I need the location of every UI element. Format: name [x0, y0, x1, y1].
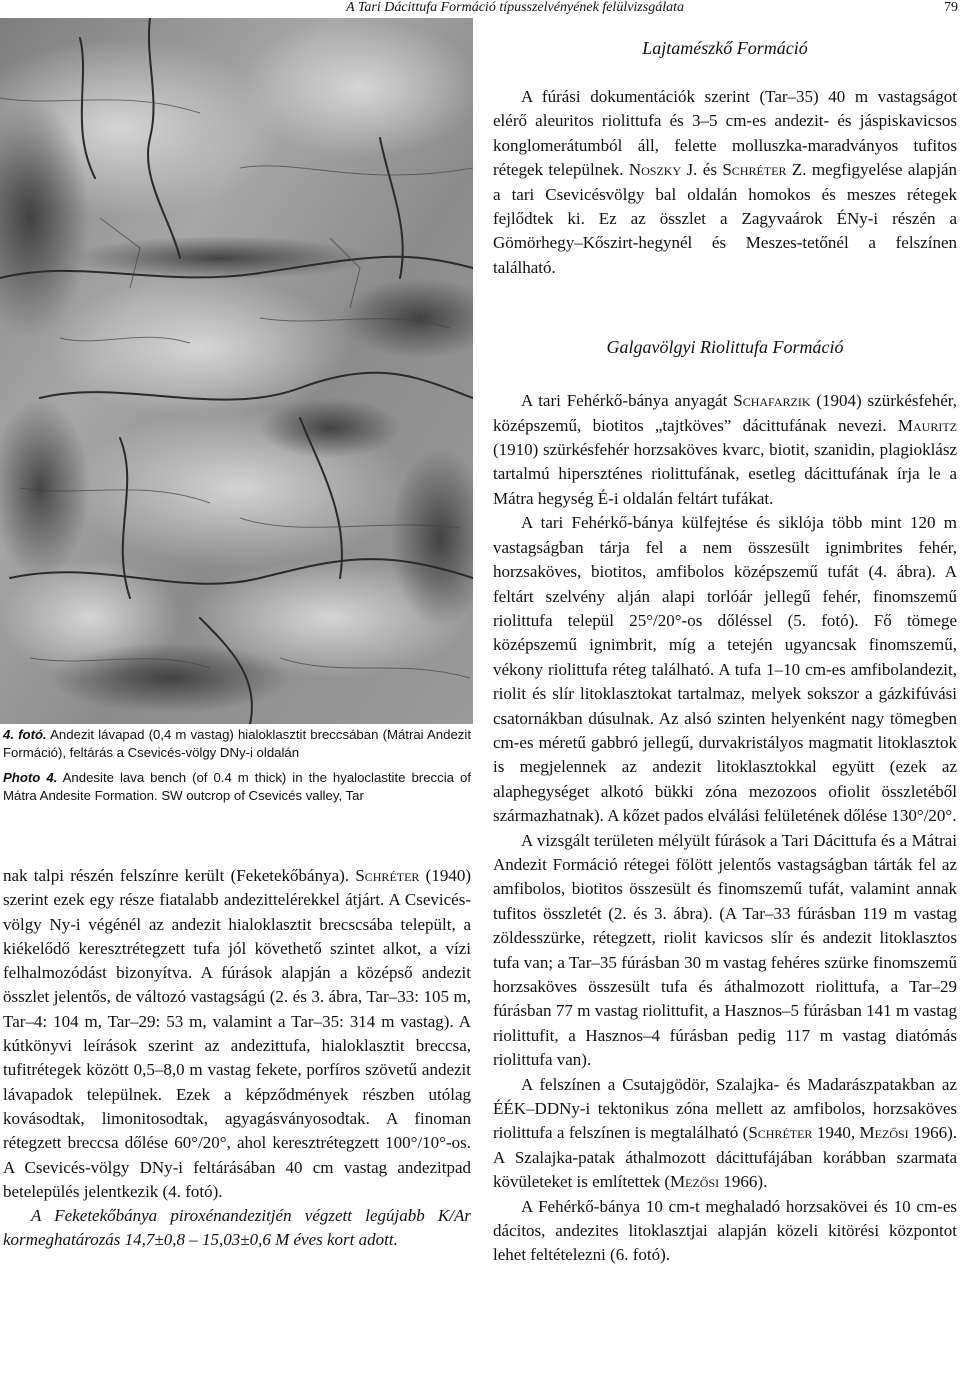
outcrop-photo	[0, 18, 473, 724]
right-paragraph-3: A vizsgált területen mélyült fúrások a Tari Dácittufa és a Mátrai Andezit Formáció rétegei fölött jelentős vastagságban tárták fel az amfibolos, biotitos összesült és finomszemű tufát, valamint annak tufitos összletét (2. és 3. ábra). (A Tar–33 fúrásban 119 m vastag zöldesszürke, rétegzett, riolit kavicsos slír és andezit litoklasztos tufa van; a Tar–35 fúrásban 30 m vastag fehéres szürke finomszemű horzsaköves összesült tufa és áthalmozott riolittufa, a Tar–29 fúrásban 77 m vastag riolittufit, a Hasznos–5 fúrásban 141 m vastag riolittufit, a Hasznos–4 fúrásban pedig 117 m vastag diatómás riolittufa van).	[493, 830, 957, 1070]
right-p1-text-c: (1910) szürkésfehér horzsaköves kvarc, biotit, szanidin, plagioklász tartalmú hiperszténes riolittufának, esetleg dácittufának írja le a Mátra hegység É-i oldalán feltárt tufákat.	[493, 440, 957, 508]
right-paragraph-5: A Fehérkő-bánya 10 cm-t meghaladó horzsakövei és 10 cm-es dácitos, andezites litoklasztjai alapján közeli kitörési központot lehet feltételezni (6. fotó).	[493, 1196, 957, 1265]
author-mauritz: Mauritz	[897, 415, 957, 435]
left-p1-text-b: (1940) szerint ezek egy része fiatalabb andezittelérekkel átjárt. A Csevicés-völgy Ny-i végénél az andezit hialoklasztit brecscsába települt, a kiékelődő keresztrétegzett tufa jól követhető szintet alkot, a vízi felhalmozódást bizonyítva. A fúrások alapján a középső andezit összlet jelentős, de változó vastagságú (2. és 3. ábra, Tar–33: 105 m, Tar–4: 104 m, Tar–29: 53 m, valamint a Tar–35: 314 m vastag). A kútkönyvi leírások szerint az andezittufa, hialoklasztit breccsa, tufitrétegek között 0,5–8,0 m vastag fekete, porfíros szövetű andezit lávapadok települnek. Ezek a képződmények részben utólag kovásodtak, limonitosodtak, agyagásványosodtak. A finoman rétegzett breccsa dőlése 60°/20°, ahol keresztrétegzett 100°/10°-os. A Csevicés-völgy DNy-i feltárásában 40 cm vastag andezitpad betelepülés jelentkezik (4. fotó).	[3, 866, 472, 1201]
right-p4-text-a: A felszínen a Csutajgödör, Szalajka- és Madarászpatakban az ÉÉK–DDNy-i tektonikus zóna mellett az amfibolos, horzsaköves riolittufa a felszínen is megtalálható (	[493, 1074, 957, 1143]
right-paragraph-2: A tari Fehérkő-bánya külfejtése és siklója több mint 120 m vastagságban tárja fel a nem összesült ignimbrites fehér, horzsaköves, biotitos, amfibolos középszemű tufát (4. ábra). A feltárt szelvény alján alapi torlóár jellegű fehér, finomszemű riolittufa települ 25°/20°-os dőléssel (5. fotó). Fő tömege középszemű ignimbrit, míg a tetején ugyancsak finomszemű, vékony riolittufa réteg található. A tufa 1–10 cm-es amfibolandezit, riolit és slír litoklasztokat tartalmaz, melyek sokszor a gázkifúvási csatornákban dúsulnak. Az alsó szinten helyenként nagy tömegben cm-es méretű gabbró jellegű, durvakristályos magmatit litoklasztok is megjelennek az andezit litoklasztokkal együtt (ezek az alaphegységet alkotó bükki zóna mezozoos ofiolit összletéből származhatnak). A kőzet pados elválási felületének dőlése 130°/20°.	[493, 513, 957, 826]
photo-caption	[3, 726, 471, 804]
author-schreter: Schréter	[355, 866, 420, 885]
right-s1-text-c: Z. megfigyelése alapján a tari Csevicésvölgy bal oldalán homokos és meszes rétegek fejlődtek ki. Ez az összlet a Zagyvaárok ÉNy-i részén a Gömörhegy–Kőszirt-hegynél és Meszes-tetőnél a felszínen található.	[493, 160, 957, 277]
right-p1-text-b: (1904) szürkésfehér, középszemű, biotitos „tajtköves” dácittufának nevezi.	[493, 391, 958, 435]
left-paragraph-1	[3, 864, 471, 1204]
right-p4-text-d: 1966).	[719, 1172, 768, 1192]
right-column	[493, 36, 957, 1268]
right-p4-text-b: 1940,	[812, 1123, 860, 1143]
author-schreter: Schréter	[748, 1123, 813, 1143]
right-s1-text-a: A fúrási dokumentációk szerint (Tar–35) 40 m vastagságot elérő aleuritos riolittufa és 3–5 cm-es andezit- és jáspiskavicsos konglomerátumból áll, felette molluszka-maradványos tufitos rétegek települnek.	[493, 87, 957, 180]
left-paragraph-2: A Feketekőbánya piroxénandezitjén végzett legújabb K/Ar kormeghatározás 14,7±0,8 – 15,03±0,6 M éves kort adott.	[3, 1206, 471, 1250]
outcrop-photo-image	[0, 18, 473, 724]
right-paragraph-1	[493, 389, 957, 511]
running-title: A Tari Dácittufa Formáció típusszelvényének felülvizsgálata	[346, 0, 684, 15]
caption-en-text: Andesite lava bench (of 0.4 m thick) in the hyaloclastite breccia of Mátra Andesite Formation. SW outcrop of Csevicés valley, Tar	[3, 770, 471, 803]
right-paragraph-lajtameszko	[493, 85, 957, 280]
caption-en-label: Photo 4.	[3, 770, 58, 786]
caption-english	[3, 769, 471, 804]
right-p1-text-a: A tari Fehérkő-bánya anyagát	[521, 391, 734, 411]
right-s1-text-b: J. és	[681, 160, 723, 180]
running-head	[0, 0, 960, 18]
author-noszky: Noszky	[628, 160, 682, 180]
author-schafarzik: Schafarzik	[733, 391, 811, 411]
caption-hu-label: 4. fotó.	[3, 727, 47, 742]
author-schreter: Schréter	[722, 160, 787, 180]
left-p1-text-a: nak talpi részén felszínre került (Feketekőbánya).	[3, 866, 356, 885]
caption-hungarian	[3, 726, 471, 761]
author-mezosi: Mezősi	[670, 1172, 720, 1192]
section-heading-lajtameszko: Lajtamészkő Formáció	[642, 38, 808, 58]
right-paragraph-4	[493, 1073, 957, 1195]
caption-hu-text: Andezit lávapad (0,4 m vastag) hialoklasztit breccsában (Mátrai Andezit Formáció), feltárás a Csevicés-völgy DNy-i oldalán	[3, 727, 471, 760]
right-p4-text-c: 1966). A Szalajka-patak áthalmozott dácittufájában korábban szarmata kövületeket is említettek (	[493, 1123, 958, 1192]
left-column	[3, 864, 471, 1253]
page-number: 79	[944, 0, 958, 15]
author-mezosi: Mezősi	[859, 1123, 909, 1143]
section-heading-galgavolgyi: Galgavölgyi Riolittufa Formáció	[606, 337, 844, 358]
